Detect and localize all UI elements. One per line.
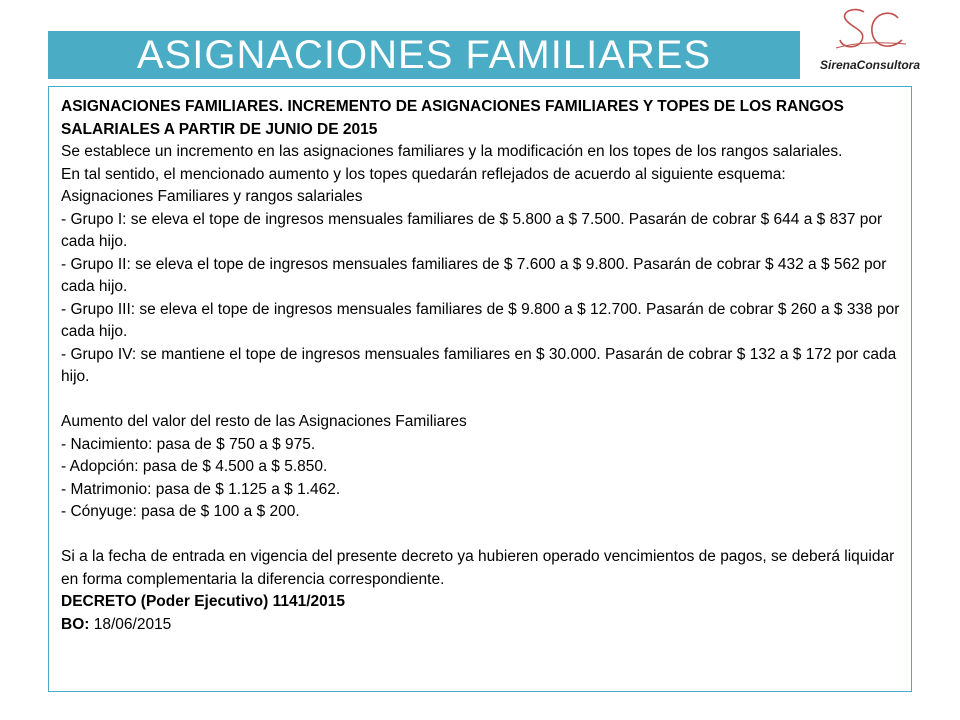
allowance-item: - Matrimonio: pasa de $ 1.125 a $ 1.462. [61,480,341,498]
group-item: - Grupo III: se eleva el tope de ingresos mensuales familiares de $ 9.800 a $ 12.700. Pasarán de cobrar $ 260 a $ 338 por cada hijo. [61,300,900,340]
decree-reference: DECRETO (Poder Ejecutivo) 1141/2015 [61,593,345,610]
page-title: ASIGNACIONES FAMILIARES [136,33,712,77]
sc-monogram-icon [832,4,908,60]
others-title: Aumento del valor del resto de las Asignaciones Familiares [61,413,467,430]
closing-paragraph: Si a la fecha de entrada en vigencia del presente decreto ya hubieren operado vencimientos de pagos, se deberá liquidar en forma complementaria la diferencia correspondiente. [61,548,895,588]
document-body [61,96,901,636]
allowance-item: - Cónyuge: pasa de $ 100 a $ 200. [61,503,300,520]
logo-text: SirenaConsultora [819,58,921,72]
bo-label: BO: [61,615,90,633]
spacer [61,524,901,547]
document-heading: ASIGNACIONES FAMILIARES. INCREMENTO DE ASIGNACIONES FAMILIARES Y TOPES DE LOS RANGOS SALARIALES A PARTIR DE JUNIO DE 2015 [61,98,844,138]
bo-date: 18/06/2015 [89,615,172,633]
group-item: - Grupo I: se eleva el tope de ingresos mensuales familiares de $ 5.800 a $ 7.500. Pasarán de cobrar $ 644 a $ 837 por cada hijo. [61,210,883,250]
spacer [61,389,901,412]
title-bar [48,31,800,79]
bo-line [61,614,901,637]
allowance-item: - Adopción: pasa de $ 4.500 a $ 5.850. [61,458,328,475]
intro-paragraph: En tal sentido, el mencionado aumento y los topes quedarán reflejados de acuerdo al siguiente esquema: [61,165,786,183]
groups-title: Asignaciones Familiares y rangos salariales [61,188,363,205]
group-item: - Grupo II: se eleva el tope de ingresos mensuales familiares de $ 7.600 a $ 9.800. Pasarán de cobrar $ 432 a $ 562 por cada hijo. [61,255,887,295]
group-item: - Grupo IV: se mantiene el tope de ingresos mensuales familiares en $ 30.000. Pasarán de cobrar $ 132 a $ 172 por cada hijo. [61,345,897,385]
company-logo [810,4,930,82]
allowance-item: - Nacimiento: pasa de $ 750 a $ 975. [61,435,316,453]
intro-paragraph: Se establece un incremento en las asignaciones familiares y la modificación en los topes de los rangos salariales. [61,143,843,160]
